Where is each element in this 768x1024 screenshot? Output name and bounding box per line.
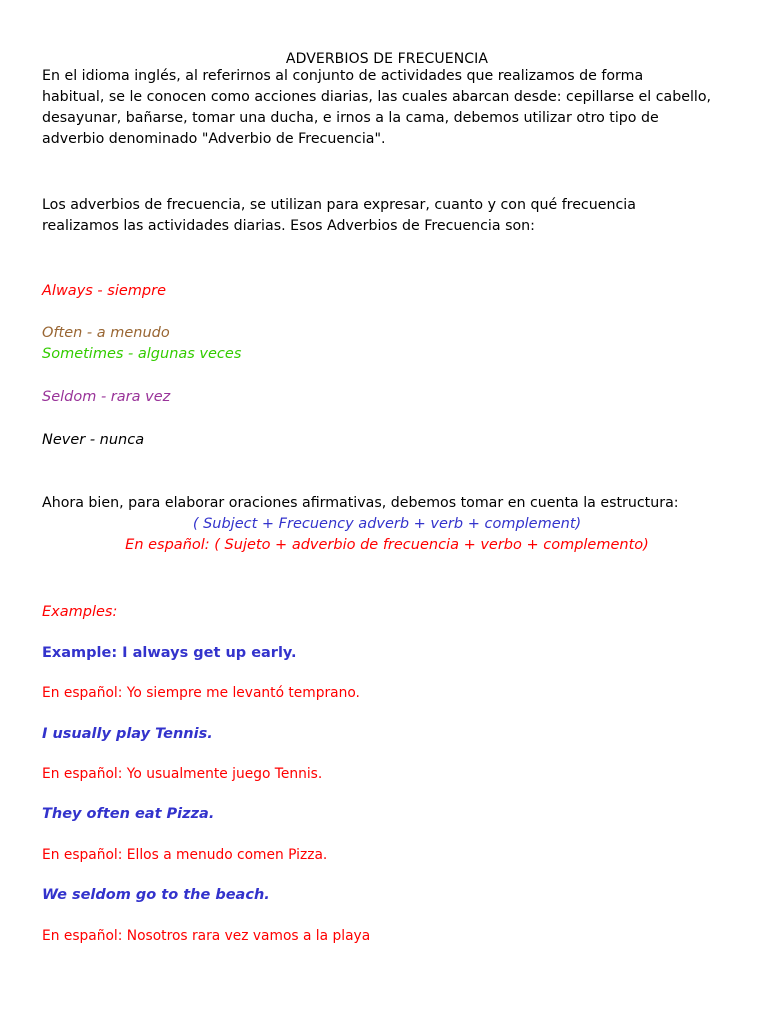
intro-line: En el idioma inglés, al referirnos al conjunto de actividades que realizamos de forma [42, 68, 644, 84]
example-spanish: En español: Ellos a menudo comen Pizza. [42, 847, 328, 863]
example-spanish: En español: Nosotros rara vez vamos a la playa [42, 928, 371, 944]
example-spanish: En español: Yo usualmente juego Tennis. [42, 766, 323, 782]
adverb-sometimes: Sometimes - algunas veces [42, 346, 242, 362]
structure-english: ( Subject + Frecuency adverb + verb + complement) [192, 516, 582, 532]
structure-spanish: En español: ( Sujeto + adverbio de frecuencia + verbo + complemento) [125, 537, 649, 553]
usage-paragraph [42, 195, 742, 237]
adverb-seldom: Seldom - rara vez [42, 389, 171, 405]
examples-heading: Examples: [42, 604, 118, 620]
adverb-never: Never - nunca [42, 432, 145, 448]
example-english: Example: I always get up early. [42, 645, 297, 661]
example-english: We seldom go to the beach. [42, 887, 270, 903]
intro-line: adverbio denominado "Adverbio de Frecuencia". [42, 131, 386, 147]
example-english: They often eat Pizza. [42, 806, 215, 822]
usage-line: Los adverbios de frecuencia, se utilizan para expresar, cuanto y con qué frecuencia [42, 197, 636, 213]
structure-intro: Ahora bien, para elaborar oraciones afirmativas, debemos tomar en cuenta la estructura: [42, 495, 679, 511]
document-title: ADVERBIOS DE FRECUENCIA [285, 51, 489, 67]
intro-line: habitual, se le conocen como acciones diarias, las cuales abarcan desde: cepillarse el cabello, [42, 89, 712, 105]
usage-line: realizamos las actividades diarias. Esos Adverbios de Frecuencia son: [42, 218, 535, 234]
intro-paragraph [42, 66, 742, 150]
adverb-often: Often - a menudo [42, 325, 170, 341]
example-spanish: En español: Yo siempre me levantó temprano. [42, 685, 360, 701]
adverb-always: Always - siempre [42, 283, 166, 299]
intro-line: desayunar, bañarse, tomar una ducha, e irnos a la cama, debemos utilizar otro tipo de [42, 110, 659, 126]
document-page [42, 0, 732, 1024]
example-english: I usually play Tennis. [42, 726, 213, 742]
